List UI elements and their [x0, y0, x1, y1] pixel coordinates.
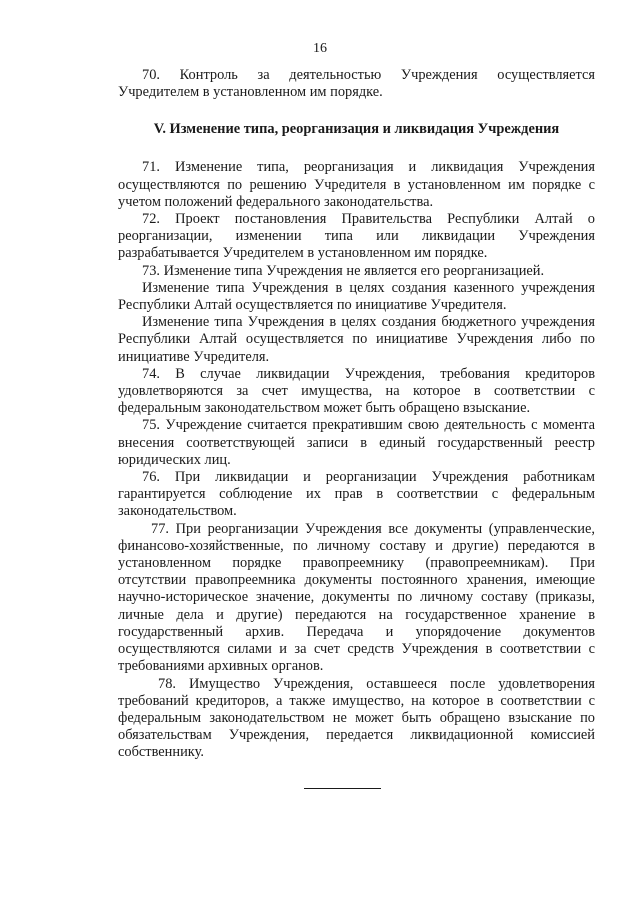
paragraph-72: 72. Проект постановления Правительства Республики Алтай о реорганизации, изменении типа или ликвидации Учреждения разрабатывается Учредителем в установленном им порядке. [118, 211, 595, 262]
paragraph-77: 77. При реорганизации Учреждения все документы (управленческие, финансово-хозяйственные, по личному составу и другие) передаются в установленном порядке правопреемнику (правопреемникам). При отсутствии правопреемника документы постоянного хранения, имеющие научно-историческое значение, документы по личному составу (приказы, личные дела и другие) передаются на государственное хранение в государственный архив. Передача и упорядочение документов осуществляются силами и за счет средств Учреждения в соответствии с требованиями архивных органов. [118, 520, 595, 675]
end-of-document-rule [304, 788, 381, 789]
paragraph-73: 73. Изменение типа Учреждения не является его реорганизацией. [142, 262, 545, 279]
page-number: 16 [313, 41, 327, 56]
paragraph-73-kazennoe: Изменение типа Учреждения в целях создания казенного учреждения Республики Алтай осуществляется по инициативе Учредителя. [118, 279, 595, 314]
paragraph-76: 76. При ликвидации и реорганизации Учреждения работникам гарантируется соблюдение их прав в соответствии с федеральным законодательством. [118, 469, 595, 520]
paragraph-78: 78. Имущество Учреждения, оставшееся после удовлетворения требований кредиторов, а также имущество, на которое в соответствии с федеральным законодательством не может быть обращено взыскание по обязательствам Учреждения, передается ликвидационной комиссией собственнику. [118, 675, 595, 761]
paragraph-75: 75. Учреждение считается прекратившим свою деятельность с момента внесения соответствующей записи в единый государственный реестр юридических лиц. [118, 417, 595, 468]
paragraph-74: 74. В случае ликвидации Учреждения, требования кредиторов удовлетворяются за счет имущества, на которое в соответствии с федеральным законодательством может быть обращено взыскание. [118, 365, 595, 417]
paragraph-71: 71. Изменение типа, реорганизация и ликвидация Учреждения осуществляются по решению Учредителя в установленном им порядке с учетом положений федерального законодательства. [118, 159, 595, 210]
section-heading: V. Изменение типа, реорганизация и ликвидация Учреждения [153, 121, 560, 138]
paragraph-73-byudzhetnoe: Изменение типа Учреждения в целях создания бюджетного учреждения Республики Алтай осуществляется по инициативе Учреждения либо по инициативе Учредителя. [118, 314, 595, 365]
paragraph-70: 70. Контроль за деятельностью Учреждения осуществляется Учредителем в установленном им порядке. [118, 67, 595, 101]
document-body [118, 67, 595, 762]
